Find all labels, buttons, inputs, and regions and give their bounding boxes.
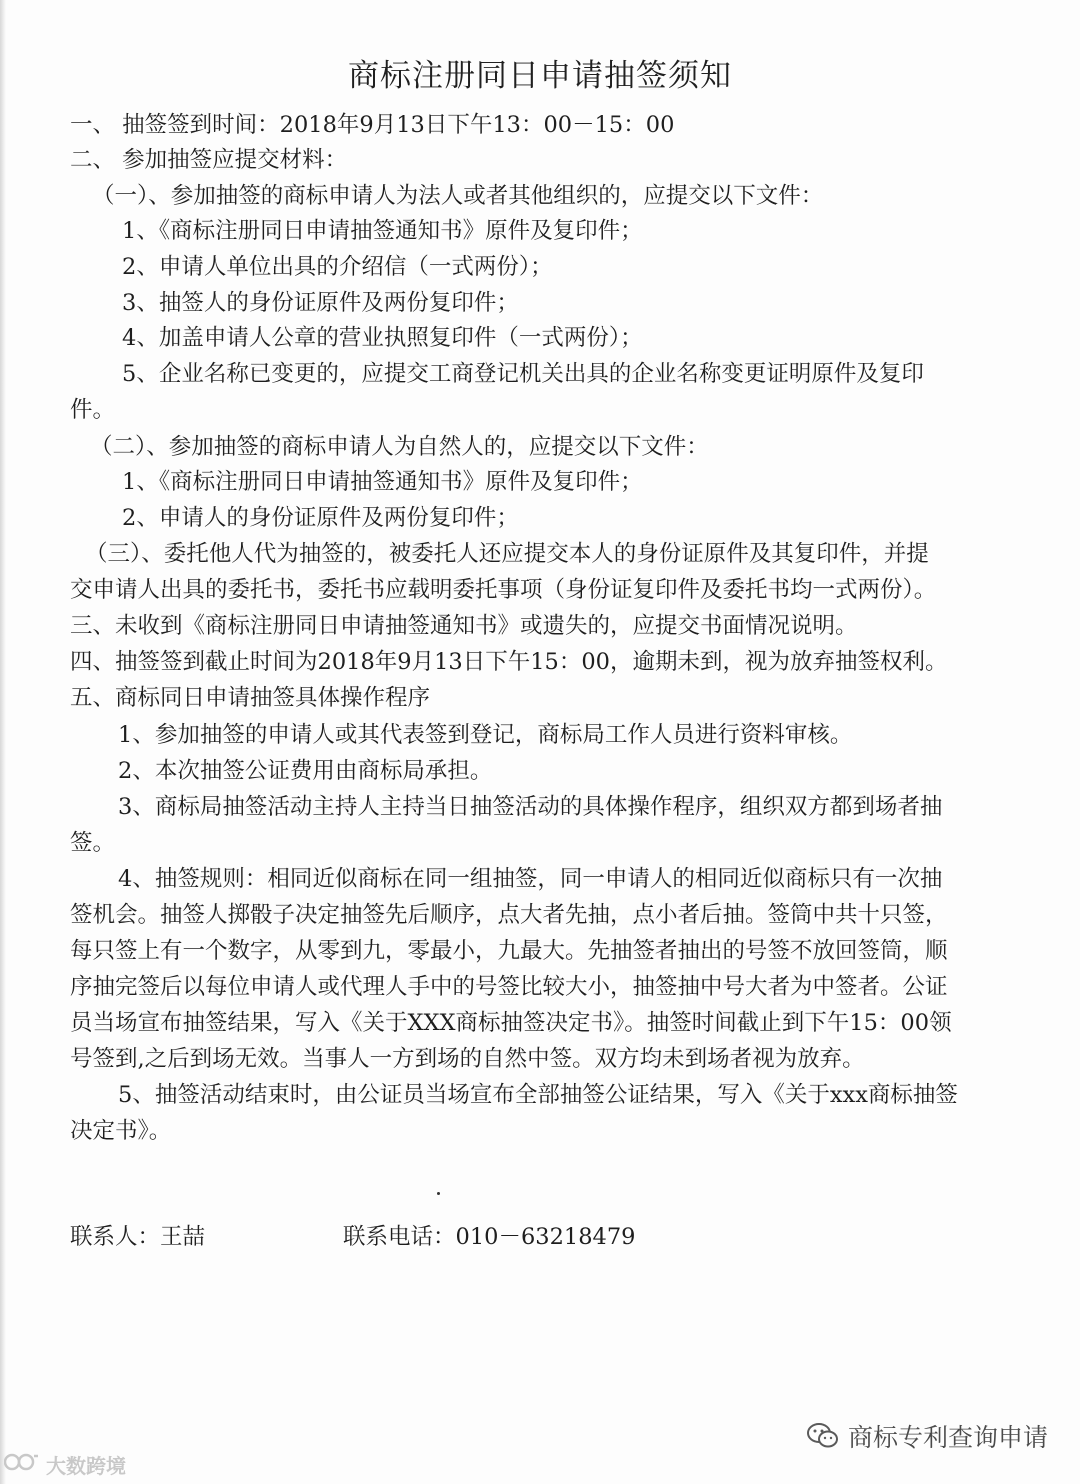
subsection-1-heading: （一）、参加抽签的商标申请人为法人或者其他组织的，应提交以下文件：	[92, 183, 824, 209]
scan-speck	[437, 1192, 440, 1195]
list-item: 1、《商标注册同日申请抽签通知书》原件及复印件；	[122, 218, 643, 244]
procedure-item-continuation: 号签到,之后到场无效。当事人一方到场的自然中签。双方均未到场者视为放弃。	[70, 1046, 865, 1072]
procedure-item: 2、本次抽签公证费用由商标局承担。	[118, 758, 493, 784]
subsection-2-heading: （二）、参加抽签的商标申请人为自然人的，应提交以下文件：	[90, 434, 709, 460]
section-1-checkin-time: 一、 抽签签到时间：2018年9月13日下午13：00－15：00	[70, 112, 675, 138]
wechat-icon	[806, 1421, 840, 1451]
scan-edge	[0, 0, 6, 1484]
document-title: 商标注册同日申请抽签须知	[348, 58, 732, 94]
watermark-left-text: 大数跨境	[46, 1454, 126, 1478]
procedure-item: 3、商标局抽签活动主持人主持当日抽签活动的具体操作程序，组织双方都到场者抽	[118, 794, 943, 820]
procedure-item-continuation: 签。	[70, 830, 116, 856]
watermark-right-text: 商标专利查询申请	[847, 1423, 1048, 1452]
list-item-continuation: 件。	[70, 397, 116, 423]
subsection-3-text: （三）、委托他人代为抽签的，被委托人还应提交本人的身份证原件及其复印件，并提	[85, 541, 929, 567]
list-item: 5、企业名称已变更的，应提交工商登记机关出具的企业名称变更证明原件及复印	[122, 361, 924, 387]
section-2-heading: 二、 参加抽签应提交材料：	[70, 147, 348, 173]
procedure-item-continuation: 签机会。抽签人掷骰子决定抽签先后顺序，点大者先抽，点小者后抽。签筒中共十只签，	[70, 902, 948, 928]
section-5-heading: 五、商标同日申请抽签具体操作程序	[70, 685, 431, 711]
list-item: 2、申请人单位出具的介绍信（一式两份）；	[122, 254, 553, 280]
watermark-right	[806, 1418, 1048, 1454]
section-3-text: 三、未收到《商标注册同日申请抽签通知书》或遗失的，应提交书面情况说明。	[70, 613, 858, 639]
procedure-item-continuation: 序抽完签后以每位申请人或代理人手中的号签比较大小，抽签抽中号大者为中签者。公证	[70, 974, 948, 1000]
procedure-item-continuation: 决定书》。	[70, 1118, 172, 1144]
subsection-3-continuation: 交申请人出具的委托书，委托书应载明委托事项（身份证复印件及委托书均一式两份）。	[70, 577, 937, 603]
contact-phone: 联系电话：010－63218479	[343, 1224, 636, 1250]
list-item: 1、《商标注册同日申请抽签通知书》原件及复印件；	[122, 469, 643, 495]
procedure-item-continuation: 每只签上有一个数字，从零到九，零最小，九最大。先抽签者抽出的号签不放回签筒，顺	[70, 938, 948, 964]
brand-logo-icon	[4, 1452, 40, 1477]
contact-person: 联系人：王喆	[70, 1224, 206, 1250]
procedure-item-continuation: 员当场宣布抽签结果，写入《关于XXX商标抽签决定书》。抽签时间截止到下午15：00领	[70, 1010, 952, 1036]
watermark-left	[4, 1450, 126, 1479]
list-item: 4、加盖申请人公章的营业执照复印件（一式两份）；	[122, 325, 643, 351]
procedure-item: 4、抽签规则：相同近似商标在同一组抽签，同一申请人的相同近似商标只有一次抽	[118, 866, 943, 892]
list-item: 2、申请人的身份证原件及两份复印件；	[122, 505, 519, 531]
section-4-text: 四、抽签签到截止时间为2018年9月13日下午15：00，逾期未到，视为放弃抽签权利。	[70, 649, 948, 675]
procedure-item: 5、抽签活动结束时，由公证员当场宣布全部抽签公证结果，写入《关于xxx商标抽签	[118, 1082, 958, 1108]
list-item: 3、抽签人的身份证原件及两份复印件；	[122, 290, 519, 316]
procedure-item: 1、参加抽签的申请人或其代表签到登记，商标局工作人员进行资料审核。	[118, 722, 853, 748]
